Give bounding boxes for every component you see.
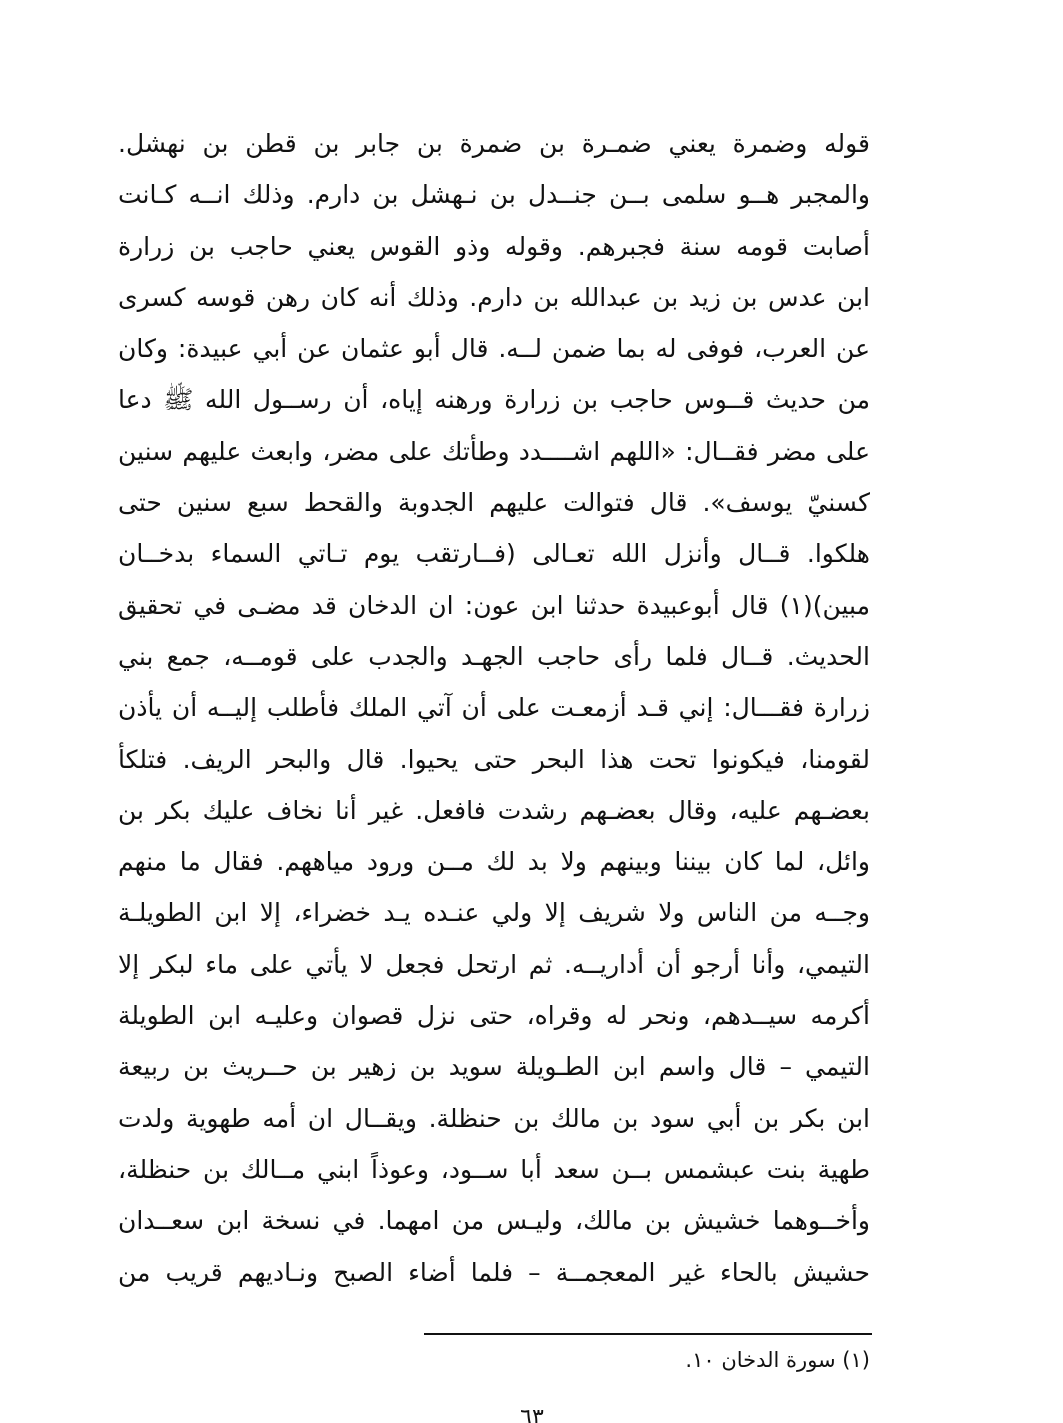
text-line: عن العرب، فوفى له بما ضمن لــه. قال أبو عثمان عن أبي عبيدة: وكان (118, 334, 870, 364)
text-line: بعضـهم عليه، وقال بعضـهم رشدت فافعل. غير أنا نخاف عليك بكر بن (118, 795, 870, 825)
text-line: كسنيّ يوسف». قال فتوالت عليهم الجدوبة والقحط سبع سنين حتى (118, 488, 870, 518)
text-line: ابن عدس بن زيد بن عبدالله بن دارم. وذلك أنه كان رهن قوسه كسرى (118, 282, 870, 312)
text-line: على مضر فقــال: «اللهم اشــــدد وطأتك على مضر، وابعث عليهم سنين (118, 436, 870, 466)
footnote: (١) سورة الدخان ١٠. (685, 1348, 870, 1372)
text-line: التيمي – قال واسم ابن الطـويلة سويد بن زهير بن حــريث بن ربيعة (118, 1052, 870, 1082)
text-line: زرارة فقـــال: إني قـد أزمعـت على أن آتي الملك فأطلب إليــه أن يأذن (118, 693, 870, 723)
text-line: وأخــوهما خشيش بن مالك، وليـس من امهما. في نسخة ابن سعــدان (118, 1206, 870, 1236)
text-line: قوله وضمرة يعني ضمـرة بن ضمرة بن جابر بن قطن بن نهشل. (118, 129, 870, 158)
text-line: وجــه من الناس ولا شريف إلا ولي عنـده يـد خضراء، إلا ابن الطويلـة (118, 898, 870, 928)
text-line: من حديث قــوس حاجب بن زرارة ورهنه إياه، أن رســول الله ﷺ دعا (118, 385, 870, 415)
text-line: التيمي، وأنا أرجو أن أداريــه. ثم ارتحل فجعل لا يأتي على ماء لبكر إلا (118, 949, 870, 979)
text-line: أكرمه سيــدهم، ونحر له وقراه، حتى نزل قصوان وعليـه ابن الطويلة (118, 1001, 870, 1031)
footnote-divider (424, 1333, 872, 1335)
text-line: لقومنا، فيكونوا تحت هذا البحر حتى يحيوا. قال والبحر الريف. فتلكأ (118, 744, 870, 774)
text-line: مبين)(١) قال أبوعبيدة حدثنا ابن عون: ان الدخان قد مضـى في تحقيق (118, 590, 870, 620)
text-line: الحديث. قــال فلما رأى حاجب الجهـد والجدب على قومــه، جمع بني (118, 641, 870, 671)
text-line: وائل، لما كان بيننا وبينهم ولا بد لك مــن ورود مياههم. فقال ما منهم (118, 847, 870, 877)
page-number: ٦٣ (520, 1406, 544, 1423)
body-text (118, 118, 870, 1298)
text-line: أصابت قومه سنة فجبرهم. وقوله وذو القوس يعني حاجب بن زرارة (118, 231, 870, 261)
text-line: هلكوا. قــال وأنزل الله تعـالى (فــارتقب يوم تـاتي السماء بدخــان (118, 539, 870, 569)
text-line: ابن بكر بن أبي سود بن مالك بن حنظلة. ويقــال ان أمه طهوية ولدت (118, 1103, 870, 1133)
text-line: طهية بنت عبشمس بــن سعد أبا ســود، وعوذاً ابني مــالك بن حنظلة، (118, 1154, 870, 1184)
text-line: حشيش بالحاء غير المعجمــة – فلما أضاء الصبح ونـاديهم قريب من (118, 1257, 870, 1287)
text-line: والمجبر هــو سلمى بــن جنــدل بن نـهشل بن دارم. وذلك انــه كـانت (118, 180, 870, 210)
